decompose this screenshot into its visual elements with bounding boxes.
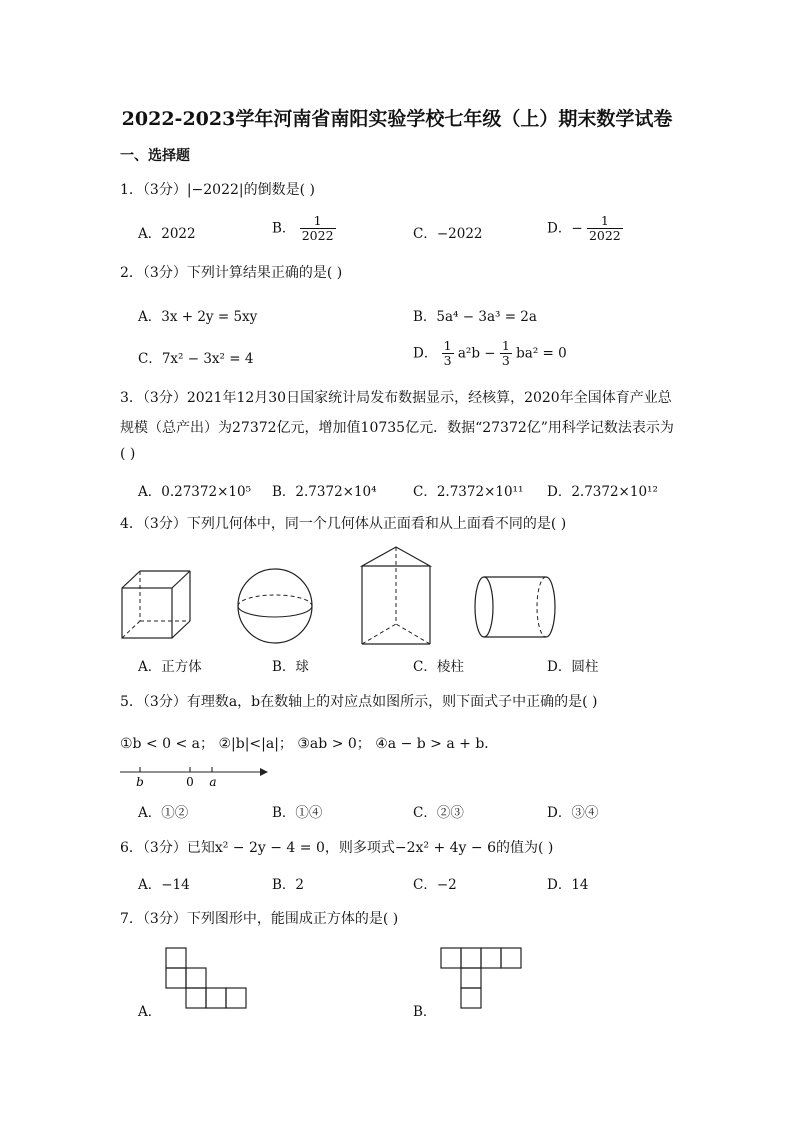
q1-b-numerator: 1 bbox=[300, 214, 336, 229]
number-line-label-0: 0 bbox=[186, 775, 194, 789]
q2-d-num-1: 1 bbox=[443, 338, 452, 353]
q6-option-c: C．−2 bbox=[413, 877, 457, 893]
q4-option-b: B．球 bbox=[272, 659, 309, 675]
q6-option-d: D．14 bbox=[547, 877, 589, 893]
q1-option-c: C．−2022 bbox=[413, 226, 483, 242]
q1-option-b-fraction bbox=[300, 214, 336, 244]
q4-option-a: A．正方体 bbox=[138, 659, 202, 675]
question-5-conditions: ①b < 0 < a； ②|b|<|a|； ③ab > 0； ④a − b > a + b． bbox=[120, 736, 499, 752]
q7-option-b: B． bbox=[413, 1004, 437, 1020]
q1-option-b-prefix: B． bbox=[272, 220, 296, 237]
q1-option-d-fraction bbox=[587, 214, 623, 244]
q2-option-d-prefix: D． bbox=[413, 345, 438, 362]
q7-option-a: A． bbox=[138, 1004, 162, 1020]
q1-b-denominator: 2022 bbox=[301, 228, 334, 244]
q2-d-end: ba² = 0 bbox=[516, 345, 567, 362]
q2-d-fraction-1 bbox=[442, 339, 454, 369]
question-3-line-2: 规模（总产出）为27372亿元，增加值10735亿元．数据“27372亿”用科学记数法表示为 bbox=[120, 420, 674, 436]
q2-option-d bbox=[413, 339, 567, 369]
q3-option-a: A．0.27372×10⁵ bbox=[138, 484, 251, 500]
q3-option-d: D．2.7372×10¹² bbox=[547, 484, 658, 500]
q2-d-middle: a²b − bbox=[457, 345, 496, 362]
question-3-line-3: ( ) bbox=[120, 446, 136, 462]
question-2-stem: 2．（3分）下列计算结果正确的是( ) bbox=[120, 265, 343, 281]
q3-option-c: C．2.7372×10¹¹ bbox=[413, 484, 524, 500]
q1-option-a: A．2022 bbox=[138, 226, 196, 242]
question-4-stem: 4．（3分）下列几何体中，同一个几何体从正面看和从上面看不同的是( ) bbox=[120, 516, 567, 532]
question-3-line-1: 3．（3分）2021年12月30日国家统计局发布数据显示，经核算，2020年全国体育产业总 bbox=[120, 390, 672, 406]
question-7-stem: 7．（3分）下列图形中，能围成正方体的是( ) bbox=[120, 911, 399, 927]
q1-option-b bbox=[272, 214, 336, 244]
cube-net-a bbox=[164, 946, 248, 1010]
q6-option-b: B．2 bbox=[272, 877, 305, 893]
prism-figure bbox=[358, 544, 434, 650]
q2-d-num-2: 1 bbox=[501, 338, 510, 353]
sphere-figure bbox=[234, 566, 316, 646]
q2-option-c: C．7x² − 3x² = 4 bbox=[138, 351, 254, 367]
question-5-stem: 5．（3分）有理数a，b在数轴上的对应点如图所示，则下面式子中正确的是( ) bbox=[120, 694, 598, 710]
number-line bbox=[118, 763, 274, 789]
q2-d-den-1: 3 bbox=[443, 353, 452, 369]
q2-option-b: B．5a⁴ − 3a³ = 2a bbox=[413, 309, 537, 325]
q1-option-d-prefix: D．− bbox=[547, 220, 583, 237]
page-title: 2022-2023学年河南省南阳实验学校七年级（上）期末数学试卷 bbox=[121, 108, 673, 130]
cylinder-figure bbox=[471, 574, 559, 640]
cube-figure bbox=[118, 568, 194, 642]
q1-d-denominator: 2022 bbox=[588, 228, 621, 244]
q5-option-a: A．①② bbox=[138, 805, 189, 821]
number-line-label-a: a bbox=[209, 775, 217, 789]
number-line-label-b: b bbox=[136, 775, 144, 789]
q5-option-d: D．③④ bbox=[547, 805, 599, 821]
q4-option-c: C．棱柱 bbox=[413, 659, 464, 675]
q4-option-d: D．圆柱 bbox=[547, 659, 599, 675]
q2-option-a: A．3x + 2y = 5xy bbox=[138, 309, 258, 325]
question-1-stem: 1．（3分）|−2022|的倒数是( ) bbox=[120, 182, 315, 198]
q6-option-a: A．−14 bbox=[138, 877, 190, 893]
q5-option-b: B．①④ bbox=[272, 805, 323, 821]
q1-option-d bbox=[547, 214, 623, 244]
q3-option-b: B．2.7372×10⁴ bbox=[272, 484, 377, 500]
cube-net-b bbox=[439, 946, 523, 1010]
section-heading: 一、选择题 bbox=[120, 148, 190, 164]
q2-d-den-2: 3 bbox=[501, 353, 510, 369]
q1-d-numerator: 1 bbox=[587, 214, 623, 229]
q5-option-c: C．②③ bbox=[413, 805, 464, 821]
q2-d-fraction-2 bbox=[500, 339, 512, 369]
question-6-stem: 6．（3分）已知x² − 2y − 4 = 0，则多项式−2x² + 4y − 6的值为( ) bbox=[120, 840, 554, 856]
